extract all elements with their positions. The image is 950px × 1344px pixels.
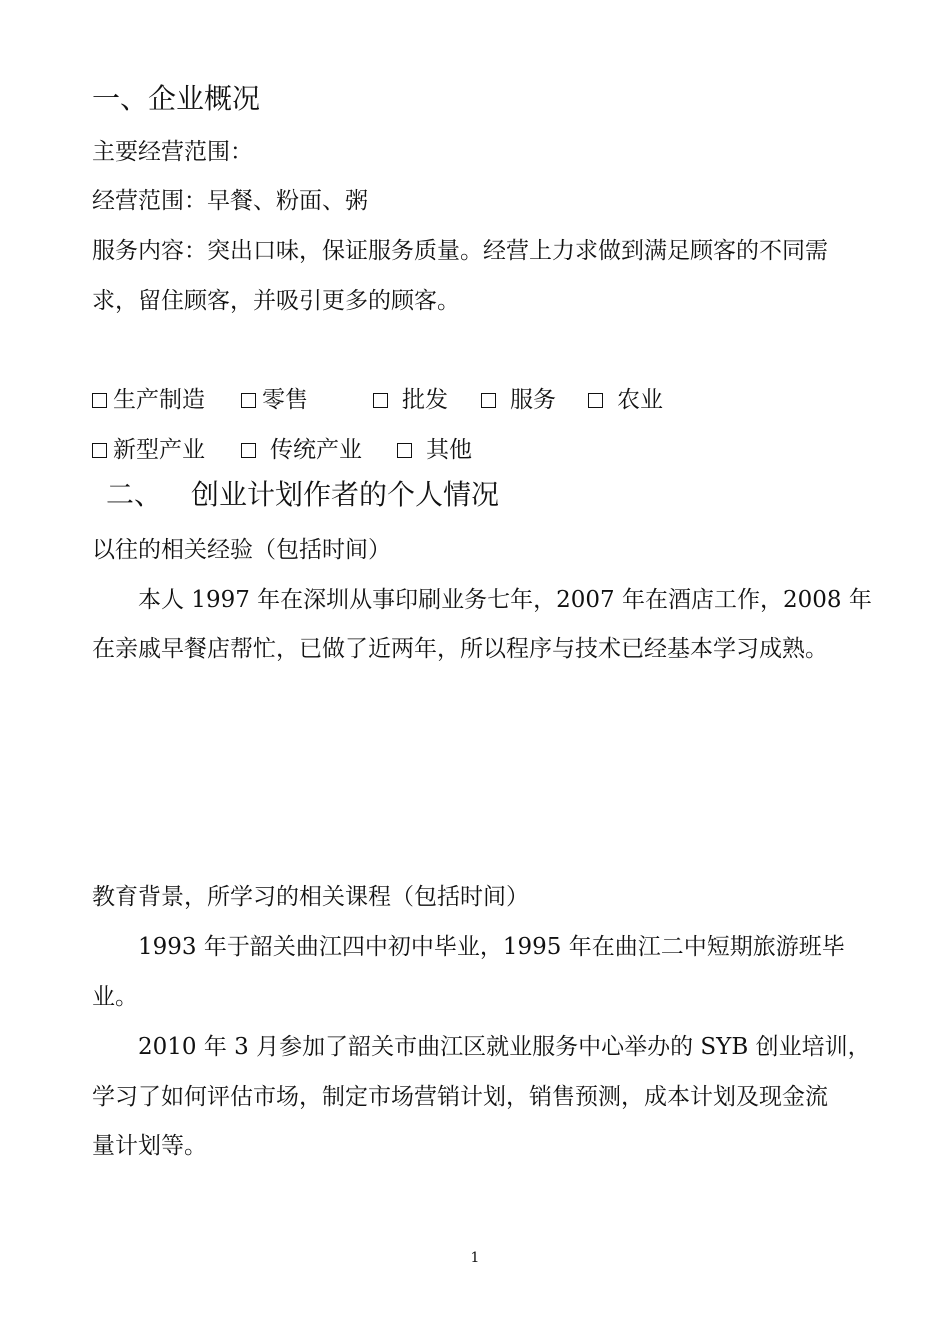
experience-heading: 以往的相关经验（包括时间） [92, 537, 391, 563]
education-p1-line-2: 业。 [92, 984, 138, 1010]
education-p1-line-1: 1993 年于韶关曲江四中初中毕业，1995 年在曲江二中短期旅游班毕 [138, 934, 845, 960]
education-p2-line-2: 学习了如何评估市场，制定市场营销计划，销售预测，成本计划及现金流 [92, 1084, 828, 1110]
experience-line-2: 在亲戚早餐店帮忙，已做了近两年，所以程序与技术已经基本学习成熟。 [92, 636, 828, 662]
service-line-2: 求，留住顾客，并吸引更多的顾客。 [92, 288, 460, 314]
checkbox-icon[interactable] [92, 443, 107, 458]
education-p2-line-3: 量计划等。 [92, 1133, 207, 1159]
scope-heading: 主要经营范围： [92, 139, 253, 165]
checkbox-icon[interactable] [397, 443, 412, 458]
checkbox-icon[interactable] [588, 393, 603, 408]
option-other[interactable]: 其他 [397, 435, 472, 465]
checkbox-icon[interactable] [92, 393, 107, 408]
option-wholesale[interactable]: 批发 [373, 385, 448, 415]
option-manufacturing[interactable]: 生产制造 [92, 385, 205, 415]
option-service[interactable]: 服务 [481, 385, 556, 415]
checkbox-icon[interactable] [373, 393, 388, 408]
checkbox-icon[interactable] [241, 393, 256, 408]
section2-title: 创业计划作者的个人情况 [191, 478, 500, 511]
option-agriculture[interactable]: 农业 [588, 385, 663, 415]
section2-number: 二、 [106, 478, 163, 511]
option-traditional-industry[interactable]: 传统产业 [241, 435, 362, 465]
checkbox-icon[interactable] [241, 443, 256, 458]
option-retail[interactable]: 零售 [241, 385, 308, 415]
education-p2-line-1: 2010 年 3 月参加了韶关市曲江区就业服务中心举办的 SYB 创业培训， [138, 1034, 871, 1060]
option-new-industry[interactable]: 新型产业 [92, 435, 205, 465]
section1-title: 一、企业概况 [92, 82, 261, 115]
experience-line-1: 本人 1997 年在深圳从事印刷业务七年，2007 年在酒店工作，2008 年 [138, 587, 872, 613]
scope-line: 经营范围：早餐、粉面、粥 [92, 188, 368, 214]
service-line-1: 服务内容：突出口味，保证服务质量。经营上力求做到满足顾客的不同需 [92, 238, 828, 264]
page-number: 1 [470, 1250, 480, 1266]
checkbox-icon[interactable] [481, 393, 496, 408]
education-heading: 教育背景，所学习的相关课程（包括时间） [92, 884, 529, 910]
